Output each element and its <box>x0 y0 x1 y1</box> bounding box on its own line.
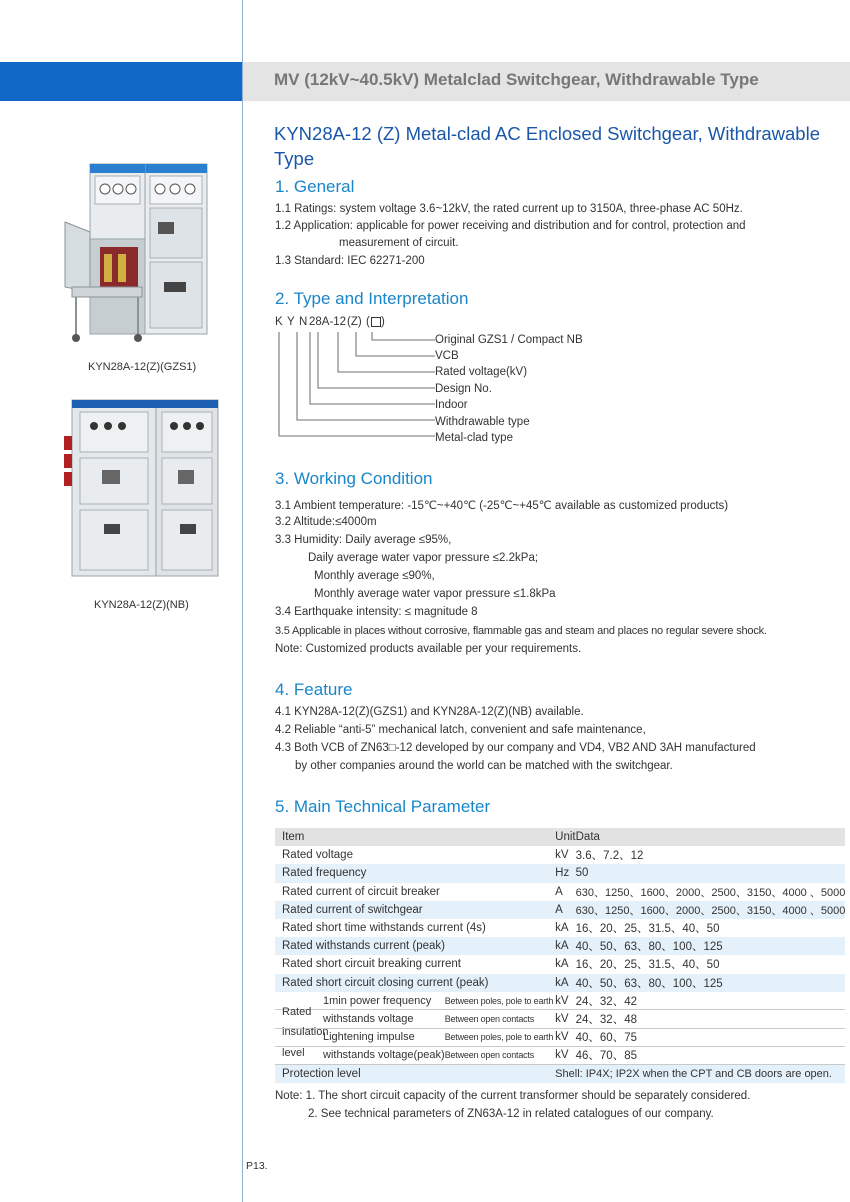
code-n: N <box>299 316 308 328</box>
code-open: ( <box>366 316 370 328</box>
insulation-cond: Between poles, pole to earth <box>445 992 553 1010</box>
insulation-row <box>275 1010 845 1028</box>
row-unit: kA <box>555 958 569 971</box>
row-unit: kV <box>553 992 575 1010</box>
image-caption-nb: KYN28A-12(Z)(NB) <box>94 599 189 611</box>
note-line: 2. See technical parameters of ZN63A-12 in related catalogues of our company. <box>308 1108 714 1120</box>
row-item: Rated short circuit breaking current <box>282 958 461 971</box>
row-item: Rated current of switchgear <box>275 901 553 919</box>
interp-label: Design No. <box>435 383 492 395</box>
row-unit: Hz <box>553 864 575 882</box>
code-number: 28A-12 <box>309 316 347 328</box>
code-y: Y <box>287 316 295 328</box>
row-item: Rated withstands current (peak) <box>275 937 553 955</box>
insulation-label: level <box>282 1047 305 1059</box>
switchgear-gzs1-image <box>60 162 220 348</box>
insulation-sub: 1min power frequency <box>275 992 445 1010</box>
table-row <box>275 846 845 864</box>
row-data: 16、20、25、31.5、40、50 <box>575 959 720 972</box>
header-item: Item <box>275 828 553 846</box>
insulation-sub: withstands voltage <box>275 1010 445 1028</box>
working-line: 3.3 Humidity: Daily average ≤95%, <box>275 534 452 546</box>
row-data: 40、60、75 <box>576 1028 846 1046</box>
row-unit: kV <box>553 1046 575 1064</box>
table-row <box>275 883 845 901</box>
feature-line: 4.1 KYN28A-12(Z)(GZS1) and KYN28A-12(Z)(NB) available. <box>275 706 584 718</box>
row-unit: kA <box>553 937 575 955</box>
table-row <box>275 974 845 992</box>
insulation-row <box>275 992 845 1010</box>
working-line: 3.4 Earthquake intensity: ≤ magnitude 8 <box>275 606 478 618</box>
interp-label: Original GZS1 / Compact NB <box>435 334 583 346</box>
interp-label: Metal-clad type <box>435 432 513 444</box>
row-data: 3.6、7.2、12 <box>575 850 644 863</box>
insulation-cond: Between open contacts <box>445 1010 553 1028</box>
row-unit: A <box>553 901 575 919</box>
row-item: Rated frequency <box>275 864 553 882</box>
code-close: ) <box>381 316 385 328</box>
row-item: Protection level <box>275 1064 553 1082</box>
note-line: Note: 1. The short circuit capacity of the current transformer should be separately considered. <box>275 1090 751 1102</box>
insulation-row <box>275 1028 845 1046</box>
page-number: P13. <box>246 1160 268 1172</box>
insulation-sub: withstands voltage(peak) <box>275 1046 445 1064</box>
section-title-feature: 4. Feature <box>275 680 353 699</box>
section-title-params: 5. Main Technical Parameter <box>275 797 491 816</box>
feature-line: by other companies around the world can be matched with the switchgear. <box>295 760 673 772</box>
interp-label: VCB <box>435 350 459 362</box>
interp-label: Indoor <box>435 399 468 411</box>
header-title: MV (12kV~40.5kV) Metalclad Switchgear, Withdrawable Type <box>274 70 759 89</box>
header-unit: Unit <box>553 828 575 846</box>
row-item: Rated short circuit closing current (peak) <box>275 974 553 992</box>
image-caption-gzs1: KYN28A-12(Z)(GZS1) <box>88 361 197 373</box>
interp-label: Withdrawable type <box>435 416 530 428</box>
table-row <box>275 864 845 882</box>
general-line: measurement of circuit. <box>339 237 459 249</box>
switchgear-nb-image <box>62 396 224 582</box>
working-line: Daily average water vapor pressure ≤2.2kPa; <box>308 552 539 564</box>
header-data: Data <box>576 828 846 846</box>
row-data: 40、50、63、80、100、125 <box>576 974 846 992</box>
working-line: 3.1 Ambient temperature: -15℃~+40℃ (-25℃~+45℃ available as customized products) <box>275 500 729 512</box>
row-data: 630、1250、1600、2000、2500、3150、4000 、5000 <box>576 901 846 919</box>
working-note: Note: Customized products available per your requirements. <box>275 643 582 655</box>
header-blue-bar <box>0 62 242 101</box>
insulation-cond: Between open contacts <box>445 1046 553 1064</box>
general-line: 1.1 Ratings: system voltage 3.6~12kV, the rated current up to 3150A, three-phase AC 50Hz. <box>275 203 743 215</box>
row-unit: kV <box>555 849 569 862</box>
main-title: KYN28A-12 (Z) Metal-clad AC Enclosed Switchgear, Withdrawable Type <box>274 123 820 169</box>
table-row <box>275 919 845 937</box>
row-data: 50 <box>576 864 846 882</box>
row-item: Rated current of circuit breaker <box>282 885 440 898</box>
table-row <box>275 1064 845 1082</box>
working-line: 3.2 Altitude:≤4000m <box>275 516 377 528</box>
section-title-working: 3. Working Condition <box>275 469 433 488</box>
row-data: 40、50、63、80、100、125 <box>576 937 846 955</box>
insulation-label: insulation <box>282 1026 329 1038</box>
row-unit: A <box>555 885 563 898</box>
row-item: Rated short time withstands current (4s) <box>282 922 486 935</box>
code-z: (Z) <box>347 316 362 328</box>
parameter-table <box>275 828 845 1083</box>
insulation-cond: Between poles, pole to earth <box>445 1028 553 1046</box>
interp-label: Rated voltage(kV) <box>435 366 528 378</box>
vertical-divider <box>242 0 243 1202</box>
row-data: 630、1250、1600、2000、2500、3150、4000 、5000 <box>575 886 846 899</box>
row-data: 24、32、42 <box>576 992 846 1010</box>
table-row <box>275 901 845 919</box>
working-line: 3.5 Applicable in places without corrosive, flammable gas and steam and places no regular severe shock. <box>275 625 767 637</box>
table-header-row <box>275 828 845 846</box>
type-interpretation-diagram <box>270 326 440 448</box>
working-line: Monthly average water vapor pressure ≤1.8kPa <box>314 588 556 600</box>
feature-line: 4.3 Both VCB of ZN63□-12 developed by our company and VD4, VB2 AND 3AH manufactured <box>275 742 756 754</box>
table-row <box>275 955 845 973</box>
row-unit: kV <box>553 1010 575 1028</box>
general-line: 1.2 Application: applicable for power receiving and distribution and for control, protection and <box>275 220 746 232</box>
row-data: 16、20、25、31.5、40、50 <box>575 923 720 936</box>
insulation-sub: Lightening impulse <box>275 1028 445 1046</box>
feature-line: 4.2 Reliable “anti-5” mechanical latch, convenient and safe maintenance, <box>275 724 646 736</box>
insulation-label: Rated <box>282 1006 312 1018</box>
row-data: 24、32、48 <box>576 1010 846 1028</box>
row-unit: kA <box>553 974 575 992</box>
row-data: 46、70、85 <box>576 1046 846 1064</box>
table-row <box>275 937 845 955</box>
code-k: K <box>275 316 283 328</box>
row-unit: kV <box>553 1028 575 1046</box>
row-unit: kA <box>555 922 569 935</box>
section-title-general: 1. General <box>275 177 355 196</box>
row-item: Rated voltage <box>282 849 353 862</box>
working-line: Monthly average ≤90%, <box>314 570 435 582</box>
section-title-type: 2. Type and Interpretation <box>275 289 469 308</box>
general-line: 1.3 Standard: IEC 62271-200 <box>275 255 425 267</box>
row-data: Shell: IP4X; IP2X when the CPT and CB doors are open. <box>553 1064 845 1082</box>
insulation-row <box>275 1046 845 1064</box>
